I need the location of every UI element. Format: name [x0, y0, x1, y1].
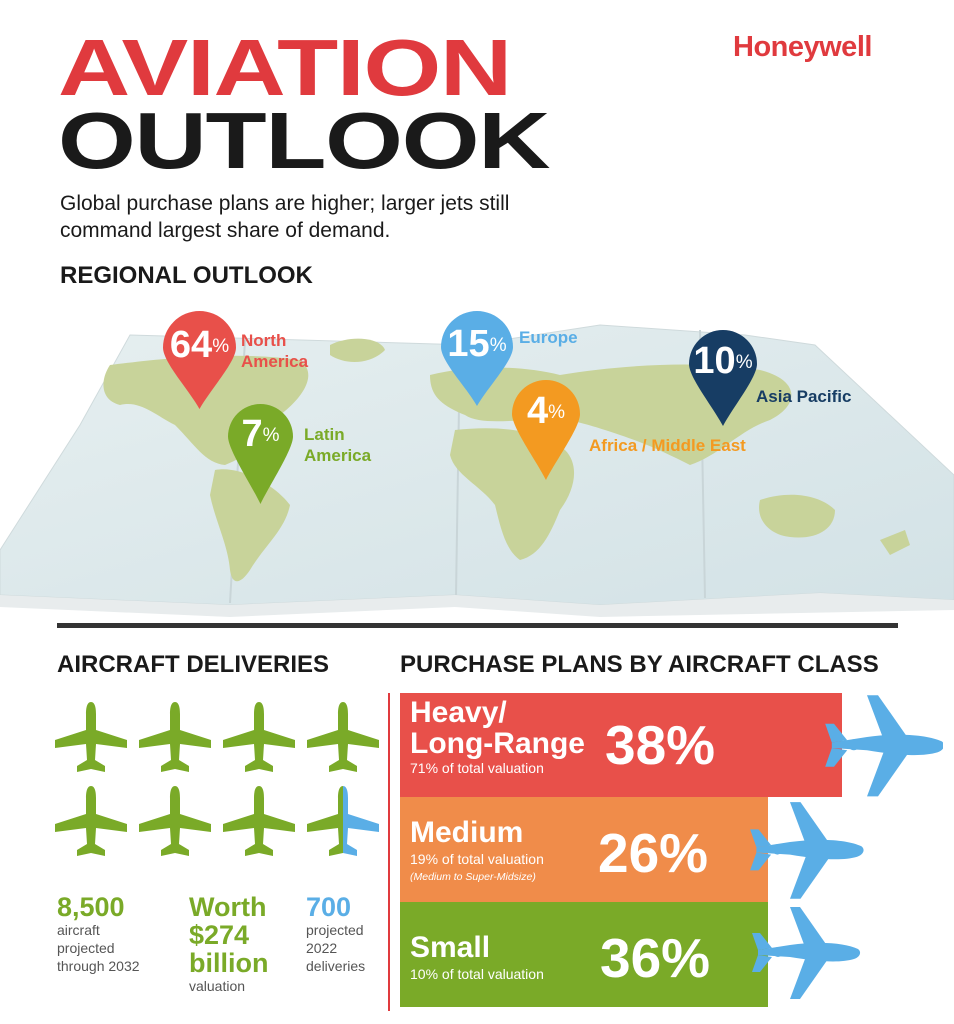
pin-north-america	[163, 311, 236, 409]
bar-heavy-sub: 71% of total valuation	[410, 760, 544, 776]
medium-jet-icon	[748, 797, 868, 907]
plane-icon	[307, 700, 379, 774]
small-jet-icon	[750, 902, 870, 1012]
bar-medium-value: 26%	[598, 822, 709, 884]
bar-heavy	[400, 693, 842, 797]
pin-value-unit: %	[489, 335, 507, 356]
pin-label-line-1: Latin	[304, 425, 345, 444]
pin-label-line-1: Europe	[519, 328, 578, 347]
stat-deliveries-text-2: 2022	[306, 940, 338, 956]
pin-africa-middle-east-label	[589, 435, 746, 456]
aircraft-deliveries-heading: AIRCRAFT DELIVERIES	[57, 651, 330, 678]
title-line-1: AVIATION	[58, 23, 511, 112]
pin-latin-america	[228, 404, 293, 504]
pin-value-number: 15	[447, 323, 490, 365]
stat-aircraft-number: 8,500	[57, 892, 125, 922]
section-divider	[57, 623, 898, 628]
stat-aircraft-text-2: projected	[57, 940, 115, 956]
pin-label-line-1: Asia Pacific	[756, 387, 852, 406]
pin-value-unit: %	[735, 352, 753, 373]
stat-worth-line-3: billion	[189, 948, 269, 978]
plane-icon	[223, 784, 295, 858]
title-line-2: OUTLOOK	[58, 96, 550, 185]
pin-label-line-2: America	[304, 446, 372, 465]
pin-africa-middle-east	[512, 380, 580, 480]
purchase-plans-heading: PURCHASE PLANS BY AIRCRAFT CLASS	[400, 651, 879, 678]
pin-value-unit: %	[212, 335, 230, 357]
stat-aircraft	[57, 893, 177, 975]
subtitle: Global purchase plans are higher; larger jets still command largest share of demand.	[60, 192, 510, 242]
bar-small-sub: 10% of total valuation	[410, 966, 544, 982]
pin-north-america-value	[163, 325, 236, 365]
stat-aircraft-text-1: aircraft	[57, 922, 100, 938]
bar-heavy-name-1: Heavy/	[410, 696, 507, 729]
stat-worth	[189, 893, 304, 995]
purchase-divider	[388, 693, 390, 1011]
pin-value-unit: %	[262, 424, 280, 446]
stat-worth-line-1: Worth	[189, 892, 267, 922]
bar-small	[400, 902, 768, 1007]
bar-small-value: 36%	[600, 927, 711, 989]
bar-heavy-name-2: Long-Range	[410, 727, 585, 760]
pin-latin-america-value	[228, 414, 293, 454]
bar-small-name: Small	[410, 931, 491, 964]
plane-icon	[139, 700, 211, 774]
stat-deliveries-number: 700	[306, 892, 352, 922]
honeywell-logo: Honeywell	[733, 31, 872, 63]
pin-asia-pacific-value	[689, 341, 757, 381]
pin-value-unit: %	[548, 402, 566, 423]
plane-icon	[223, 700, 295, 774]
pin-north-america-label	[241, 330, 308, 372]
plane-icon	[55, 784, 127, 858]
plane-icon	[307, 784, 379, 858]
bar-medium	[400, 797, 768, 902]
pin-label-line-1: North	[241, 331, 287, 350]
heavy-jet-icon	[823, 693, 943, 798]
pin-label-line-2: America	[241, 352, 309, 371]
pin-europe	[441, 311, 513, 406]
pin-asia-pacific	[689, 330, 757, 426]
bar-medium-sub: 19% of total valuation	[410, 851, 544, 867]
delivery-icons-grid	[55, 700, 380, 865]
plane-icon	[55, 700, 127, 774]
pin-latin-america-label	[304, 424, 371, 466]
bar-heavy-value: 38%	[605, 714, 716, 776]
stat-worth-line-2: $274	[189, 920, 250, 950]
pin-europe-value	[441, 324, 513, 364]
stat-deliveries	[306, 893, 386, 975]
pin-europe-label	[519, 327, 578, 348]
plane-icon	[139, 784, 211, 858]
bar-medium-note: (Medium to Super-Midsize)	[410, 871, 536, 883]
stat-aircraft-text-3: through 2032	[57, 958, 140, 974]
pin-value-number: 64	[169, 323, 213, 366]
pin-value-number: 7	[241, 412, 263, 455]
bar-medium-name: Medium	[410, 816, 524, 849]
pin-value-number: 4	[526, 390, 549, 432]
pin-value-number: 10	[693, 340, 736, 382]
stat-worth-text: valuation	[189, 978, 246, 994]
regional-outlook-heading: REGIONAL OUTLOOK	[60, 262, 313, 289]
pin-asia-pacific-label	[756, 386, 851, 407]
stat-deliveries-text-1: projected	[306, 922, 364, 938]
stat-deliveries-text-3: deliveries	[306, 958, 366, 974]
pin-label-line-1: Africa / Middle East	[589, 436, 746, 455]
pin-africa-middle-east-value	[512, 391, 580, 431]
